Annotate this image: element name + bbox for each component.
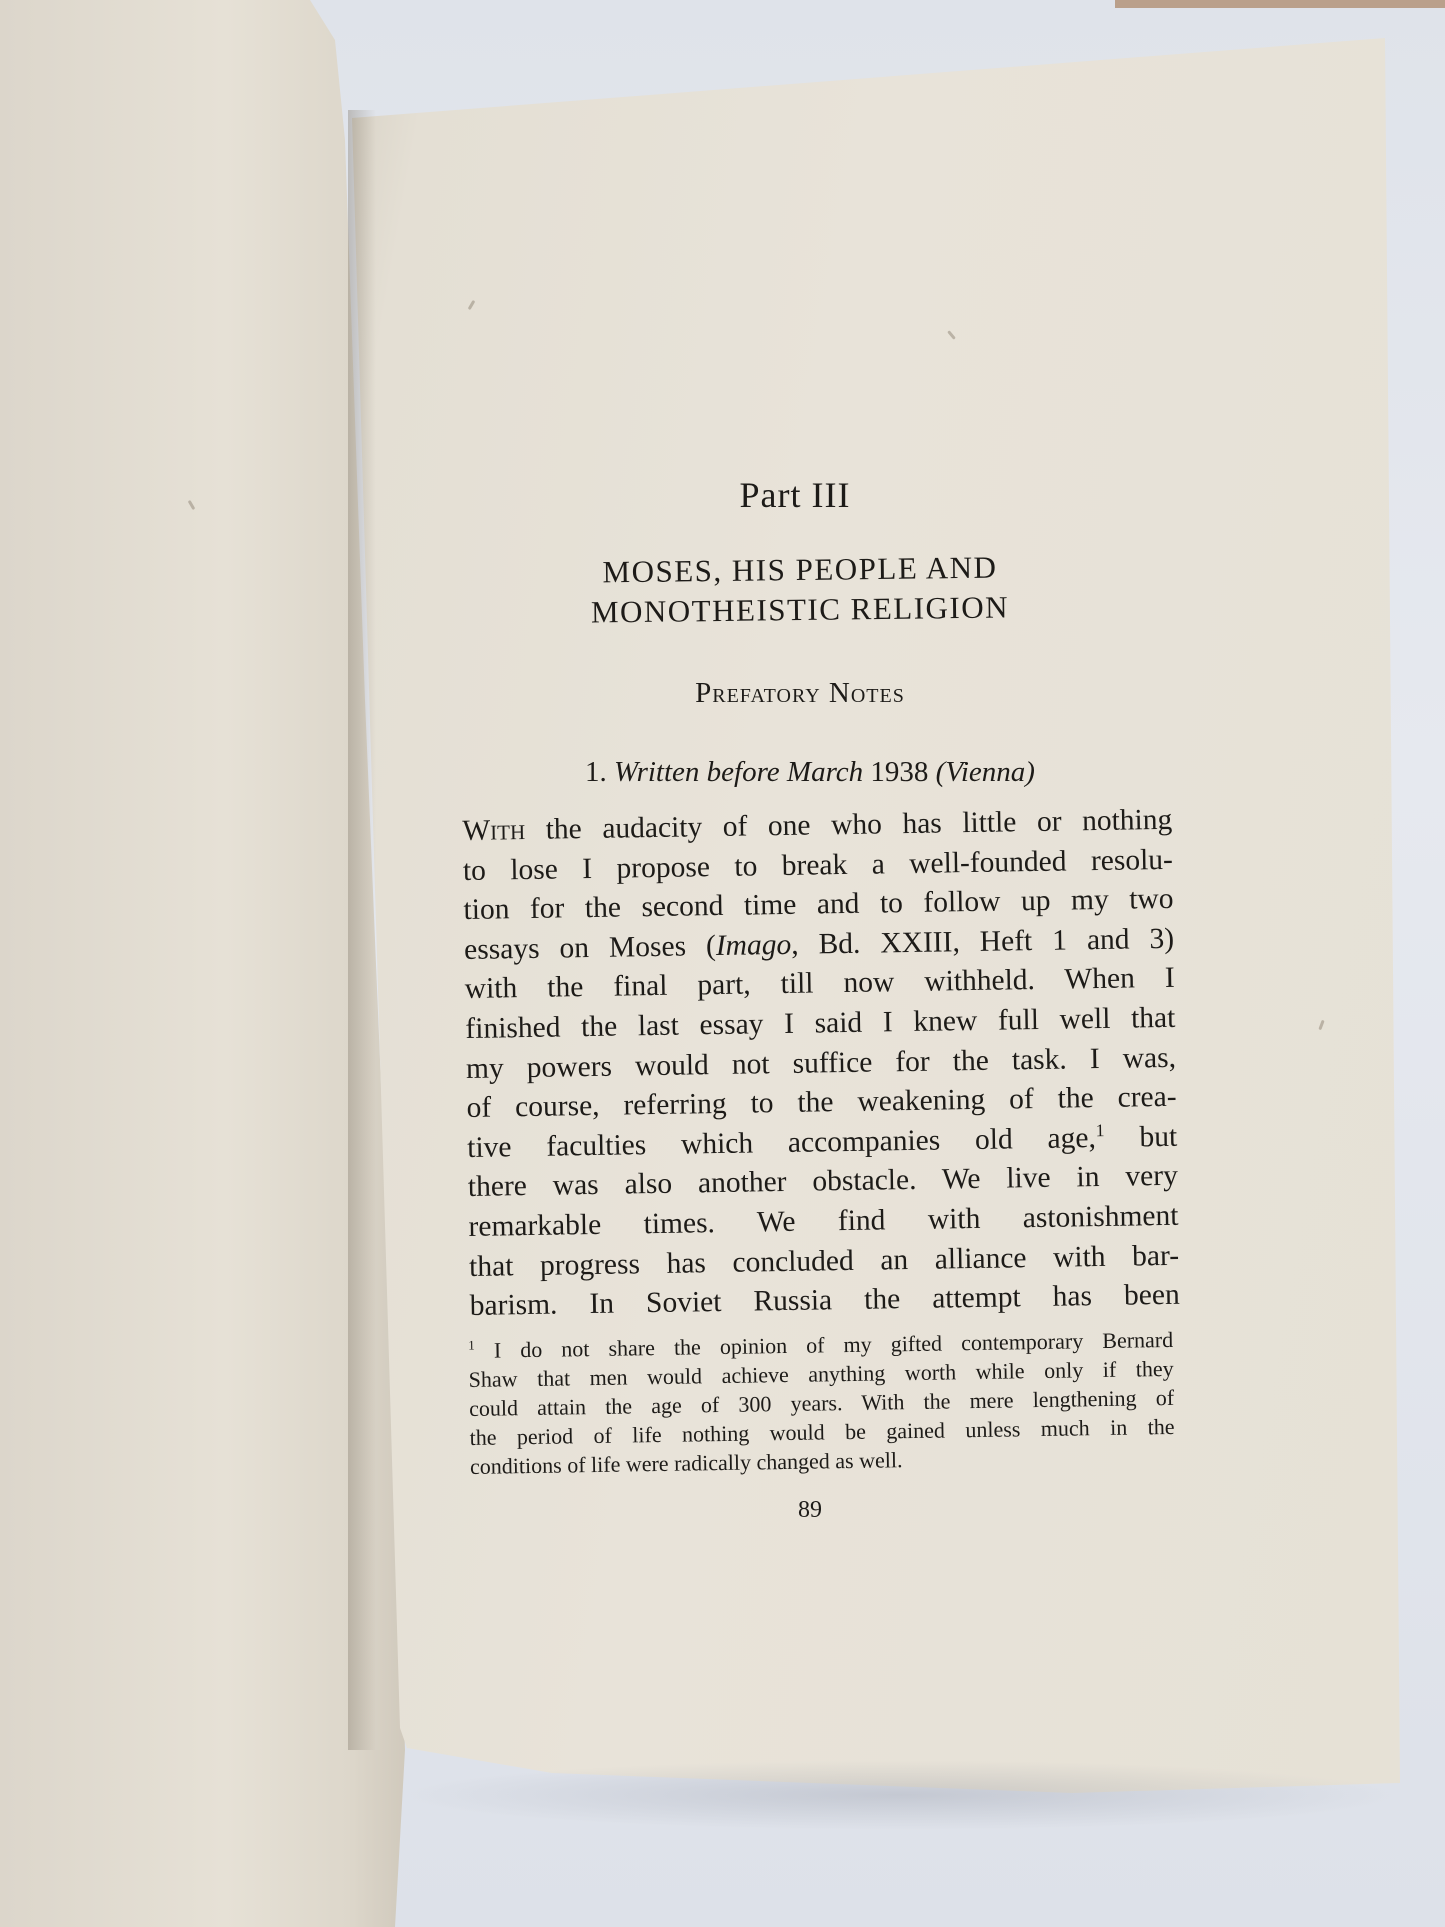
body-line: tion for the second time and to follow up my two <box>463 883 1174 927</box>
body-line: of course, referring to the weakening of the crea- <box>466 1080 1177 1125</box>
subsection-year: 1938 <box>870 756 929 788</box>
chapter-title-line-2: MONOTHEISTIC RELIGION <box>590 589 1010 630</box>
subsection-number: 1. <box>585 756 607 788</box>
page-number: 89 <box>798 1497 822 1523</box>
line-text: but <box>1104 1120 1178 1154</box>
journal-title: Imago <box>715 928 792 962</box>
page-shadow <box>400 1760 1400 1830</box>
drop-word: With <box>462 814 526 847</box>
line-text: , Bd. XXIII, Heft 1 and 3) <box>790 922 1175 961</box>
body-line: to lose I propose to break a well-founded resolu- <box>462 843 1174 887</box>
footnote-line: Shaw that men would achieve anything worth while only if they <box>468 1355 1174 1392</box>
subsection-place: (Vienna) <box>935 756 1035 788</box>
body-line: with the final part, till now withheld. When I <box>464 962 1175 1006</box>
body-line: my powers would not suffice for the task. I was, <box>465 1041 1177 1085</box>
subsection-italic-title: Written before March <box>614 756 864 788</box>
body-line: there was also another obstacle. We live in very <box>467 1160 1179 1204</box>
body-line: remarkable times. We find with astonishment <box>468 1199 1179 1243</box>
footnote-line: the period of life nothing would be gained unless much in the <box>469 1413 1175 1450</box>
part-label: Part III <box>739 475 851 515</box>
line-text: tive faculties which accompanies old age, <box>467 1121 1097 1164</box>
book-gutter-shadow <box>348 110 376 1750</box>
line-text: I do not share the opinion of my gifted contemporary Bernard <box>493 1326 1174 1363</box>
footnote-marker: 1 <box>468 1337 475 1353</box>
body-line: finished the last essay I said I knew full well that <box>465 1001 1176 1045</box>
chapter-title-line-1: MOSES, HIS PEOPLE AND <box>602 549 998 590</box>
body-line: barism. In Soviet Russia the attempt has been <box>469 1278 1180 1323</box>
footnote-line: could attain the age of 300 years. With the mere lengthening of <box>468 1384 1175 1421</box>
subsection-heading <box>480 756 1140 789</box>
footnote <box>468 1325 1175 1481</box>
line-text: the audacity of one who has little or nothing <box>524 803 1173 847</box>
footnote-line: conditions of life were radically changed as well. <box>469 1447 903 1479</box>
footnote-reference: 1 <box>1095 1119 1105 1141</box>
table-edge <box>1115 0 1445 8</box>
section-heading: Prefatory Notes <box>695 677 905 709</box>
line-text: essays on Moses ( <box>463 929 717 966</box>
body-paragraph <box>462 801 1180 1327</box>
body-line: that progress has concluded an alliance with bar- <box>468 1239 1180 1283</box>
